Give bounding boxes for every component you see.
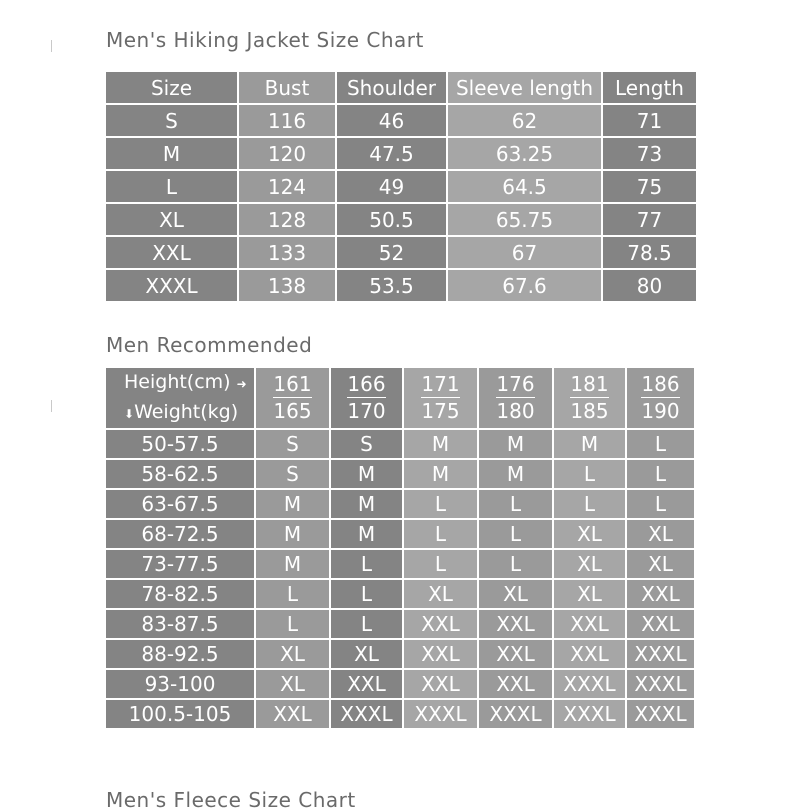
size-chart-row [105, 137, 697, 170]
cell-sleeve-length: 62 [447, 104, 602, 137]
height-range-to: 190 [641, 398, 680, 423]
cell-size: XL [105, 203, 238, 236]
height-range-from: 161 [273, 371, 312, 396]
weight-range-cell: 63-67.5 [105, 489, 255, 519]
recommended-size-cell: M [478, 459, 553, 489]
height-weight-corner-cell [105, 367, 255, 429]
cell-length: 80 [602, 269, 697, 302]
recommended-size-cell: XXL [553, 609, 626, 639]
edge-mark [51, 400, 52, 412]
recommendation-title: Men Recommended [106, 333, 313, 357]
recommended-size-cell: L [626, 459, 695, 489]
size-chart-row [105, 269, 697, 302]
cell-bust: 124 [238, 170, 336, 203]
recommended-size-cell: XXL [478, 639, 553, 669]
size-chart-row [105, 104, 697, 137]
recommended-size-cell: XXL [553, 639, 626, 669]
recommended-size-cell: S [255, 459, 330, 489]
cell-bust: 116 [238, 104, 336, 137]
recommended-size-cell: L [478, 489, 553, 519]
recommended-size-cell: L [255, 609, 330, 639]
recommended-size-cell: XXL [330, 669, 403, 699]
recommended-size-cell: XL [255, 639, 330, 669]
recommendation-row [105, 549, 695, 579]
recommendation-row [105, 459, 695, 489]
weight-axis-label: ⬇Weight(kg) [124, 401, 239, 423]
recommended-size-cell: L [626, 429, 695, 459]
edge-mark [51, 40, 52, 52]
recommended-size-cell: XXXL [553, 699, 626, 729]
cell-shoulder: 49 [336, 170, 447, 203]
recommended-size-cell: XXL [478, 669, 553, 699]
height-range-header [330, 367, 403, 429]
recommendation-row [105, 489, 695, 519]
recommended-size-cell: XXL [478, 609, 553, 639]
cell-size: M [105, 137, 238, 170]
recommended-size-cell: XL [626, 519, 695, 549]
recommended-size-cell: XL [403, 579, 478, 609]
height-axis-label: Height(cm) ➜ [124, 371, 247, 393]
cell-sleeve-length: 65.75 [447, 203, 602, 236]
weight-range-cell: 78-82.5 [105, 579, 255, 609]
recommendation-row [105, 669, 695, 699]
recommendation-row [105, 429, 695, 459]
recommended-size-cell: L [478, 549, 553, 579]
size-chart-row [105, 203, 697, 236]
weight-range-cell: 68-72.5 [105, 519, 255, 549]
recommended-size-cell: S [255, 429, 330, 459]
recommended-size-cell: XXL [403, 609, 478, 639]
recommended-size-cell: M [255, 489, 330, 519]
cell-shoulder: 46 [336, 104, 447, 137]
weight-range-cell: 88-92.5 [105, 639, 255, 669]
recommended-size-cell: L [403, 489, 478, 519]
cell-shoulder: 52 [336, 236, 447, 269]
cell-size: S [105, 104, 238, 137]
height-range-to: 165 [273, 398, 312, 423]
cell-sleeve-length: 64.5 [447, 170, 602, 203]
recommended-size-cell: M [478, 429, 553, 459]
recommended-size-cell: XXXL [478, 699, 553, 729]
size-chart-title: Men's Hiking Jacket Size Chart [106, 28, 424, 52]
recommended-size-cell: M [330, 459, 403, 489]
recommended-size-cell: XL [330, 639, 403, 669]
recommended-size-cell: XXXL [330, 699, 403, 729]
cell-size: L [105, 170, 238, 203]
size-chart-row [105, 170, 697, 203]
cell-length: 71 [602, 104, 697, 137]
recommended-size-cell: XXXL [626, 669, 695, 699]
height-range-header [478, 367, 553, 429]
recommended-size-cell: M [403, 429, 478, 459]
recommended-size-cell: L [330, 579, 403, 609]
cell-sleeve-length: 67.6 [447, 269, 602, 302]
header-sleeve-length: Sleeve length [447, 71, 602, 104]
recommended-size-cell: XL [255, 669, 330, 699]
recommended-size-cell: M [255, 549, 330, 579]
cell-sleeve-length: 63.25 [447, 137, 602, 170]
next-section-title: Men's Fleece Size Chart [106, 788, 356, 812]
header-bust: Bust [238, 71, 336, 104]
cell-shoulder: 47.5 [336, 137, 447, 170]
arrow-down-icon: ⬇ [124, 407, 135, 421]
weight-range-cell: 58-62.5 [105, 459, 255, 489]
recommended-size-cell: XXL [626, 609, 695, 639]
header-shoulder: Shoulder [336, 71, 447, 104]
cell-length: 77 [602, 203, 697, 236]
cell-length: 73 [602, 137, 697, 170]
cell-bust: 120 [238, 137, 336, 170]
recommended-size-cell: M [330, 489, 403, 519]
recommendation-row [105, 519, 695, 549]
cell-sleeve-length: 67 [447, 236, 602, 269]
height-range-from: 166 [347, 371, 386, 396]
recommended-size-cell: XL [553, 579, 626, 609]
height-range-from: 171 [421, 371, 460, 396]
cell-bust: 133 [238, 236, 336, 269]
cell-shoulder: 53.5 [336, 269, 447, 302]
height-range-to: 185 [570, 398, 609, 423]
recommended-size-cell: M [553, 429, 626, 459]
recommended-size-cell: XXL [626, 579, 695, 609]
recommended-size-cell: XL [553, 549, 626, 579]
cell-bust: 128 [238, 203, 336, 236]
recommended-size-cell: L [255, 579, 330, 609]
recommended-size-cell: L [403, 519, 478, 549]
recommended-size-cell: L [553, 459, 626, 489]
recommended-size-cell: M [403, 459, 478, 489]
height-range-to: 180 [496, 398, 535, 423]
cell-size: XXXL [105, 269, 238, 302]
recommended-size-cell: M [330, 519, 403, 549]
height-range-to: 170 [347, 398, 386, 423]
recommended-size-cell: XXXL [553, 669, 626, 699]
recommended-size-cell: L [330, 609, 403, 639]
weight-range-cell: 73-77.5 [105, 549, 255, 579]
recommended-size-cell: XL [478, 579, 553, 609]
weight-range-cell: 100.5-105 [105, 699, 255, 729]
recommended-size-cell: XXXL [626, 639, 695, 669]
header-length: Length [602, 71, 697, 104]
recommendation-header-row [105, 367, 695, 429]
recommendation-row [105, 579, 695, 609]
recommended-size-cell: XXL [403, 639, 478, 669]
size-chart-table [104, 70, 698, 303]
height-range-header [553, 367, 626, 429]
recommended-size-cell: XL [553, 519, 626, 549]
recommended-size-cell: L [330, 549, 403, 579]
size-chart-row [105, 236, 697, 269]
recommended-size-cell: XL [626, 549, 695, 579]
recommended-size-cell: L [478, 519, 553, 549]
cell-length: 75 [602, 170, 697, 203]
arrow-right-icon: ➜ [236, 377, 247, 391]
height-range-from: 181 [570, 371, 609, 396]
recommendation-row [105, 699, 695, 729]
recommended-size-cell: L [626, 489, 695, 519]
cell-shoulder: 50.5 [336, 203, 447, 236]
cell-length: 78.5 [602, 236, 697, 269]
recommendation-table [104, 366, 696, 730]
recommended-size-cell: XXL [403, 669, 478, 699]
recommended-size-cell: XXXL [626, 699, 695, 729]
cell-size: XXL [105, 236, 238, 269]
size-chart-header-row [105, 71, 697, 104]
height-range-header [403, 367, 478, 429]
height-range-header [626, 367, 695, 429]
recommended-size-cell: L [403, 549, 478, 579]
height-range-header [255, 367, 330, 429]
header-size: Size [105, 71, 238, 104]
recommended-size-cell: XXXL [403, 699, 478, 729]
recommended-size-cell: S [330, 429, 403, 459]
weight-range-cell: 93-100 [105, 669, 255, 699]
weight-range-cell: 50-57.5 [105, 429, 255, 459]
recommendation-row [105, 609, 695, 639]
recommended-size-cell: XXL [255, 699, 330, 729]
height-range-to: 175 [421, 398, 460, 423]
recommendation-row [105, 639, 695, 669]
cell-bust: 138 [238, 269, 336, 302]
recommended-size-cell: L [553, 489, 626, 519]
recommended-size-cell: M [255, 519, 330, 549]
height-range-from: 186 [641, 371, 680, 396]
height-range-from: 176 [496, 371, 535, 396]
weight-range-cell: 83-87.5 [105, 609, 255, 639]
